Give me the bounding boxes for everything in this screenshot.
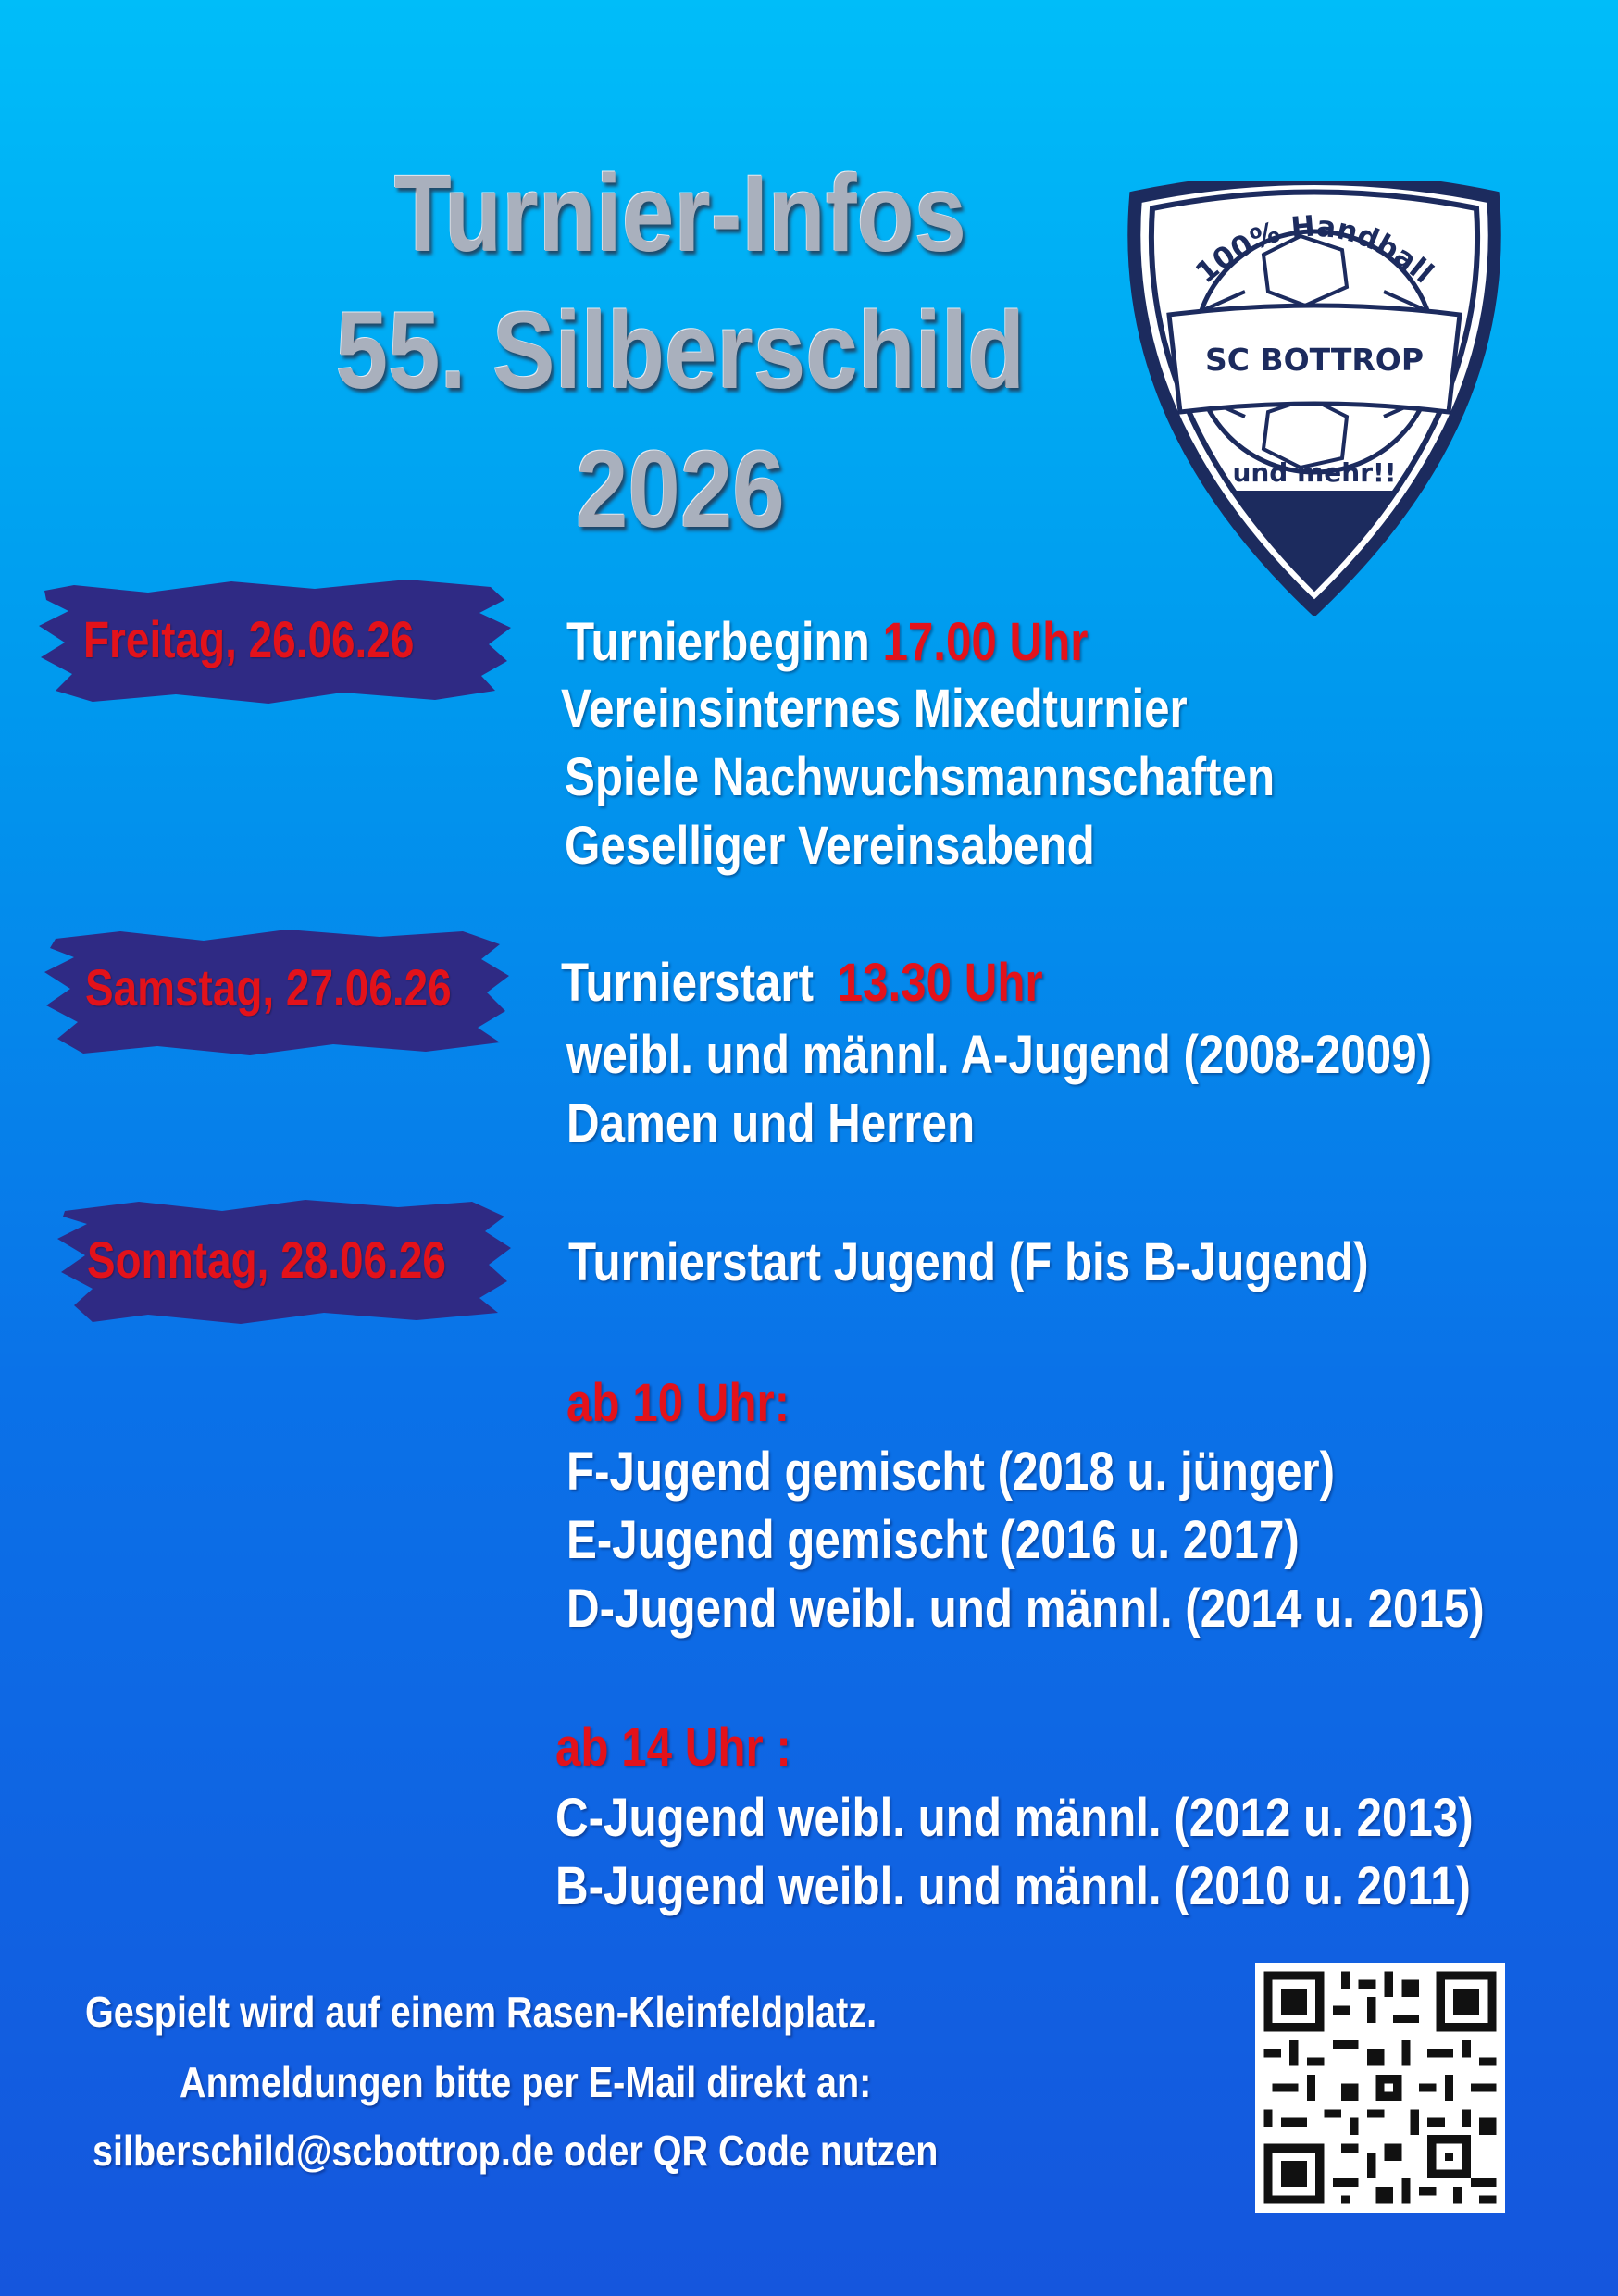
sc-bottrop-logo (1115, 181, 1513, 616)
sunday-block2-label: ab 14 Uhr : (555, 1717, 791, 1778)
saturday-line-2: Damen und Herren (566, 1093, 976, 1154)
sunday-block1-line-3: D-Jugend weibl. und männl. (2014 u. 2015) (566, 1578, 1485, 1639)
saturday-line-1: weibl. und männl. A-Jugend (2008-2009) (566, 1025, 1433, 1085)
friday-day-label: Freitag, 26.06.26 (83, 610, 415, 668)
saturday-start-label: Turnierstart (561, 953, 815, 1013)
sunday-block1-line-1: F-Jugend gemischt (2018 u. jünger) (566, 1441, 1336, 1502)
friday-line-3: Geselliger Vereinsabend (565, 816, 1095, 876)
saturday-start-time: 13.30 Uhr (837, 953, 1043, 1013)
sunday-day-label: Sonntag, 28.06.26 (87, 1230, 446, 1289)
friday-line-2: Spiele Nachwuchsmannschaften (565, 747, 1276, 807)
logo-top-text: 100% Handball (1189, 209, 1440, 291)
friday-band (37, 572, 518, 711)
sunday-band (37, 1191, 518, 1329)
saturday-start-line (561, 952, 1043, 1014)
footer-email-line[interactable]: silberschild@scbottrop.de oder QR Code nutzen (93, 2127, 939, 2175)
title-line-1: Turnier-Infos (393, 153, 967, 275)
friday-start-line (566, 611, 1088, 673)
footer-line-1: Gespielt wird auf einem Rasen-Kleinfeldplatz. (85, 1988, 877, 2036)
friday-start-label: Turnierbeginn (566, 612, 870, 672)
logo-bottom-text: und mehr!! (1232, 457, 1397, 488)
saturday-day-label: Samstag, 27.06.26 (85, 958, 452, 1017)
sunday-block2-line-1: C-Jugend weibl. und männl. (2012 u. 2013) (555, 1788, 1474, 1848)
sunday-block1-line-2: E-Jugend gemischt (2016 u. 2017) (566, 1510, 1300, 1570)
saturday-band (37, 922, 518, 1061)
qr-code[interactable] (1255, 1963, 1505, 2213)
title-line-3: 2026 (576, 429, 785, 551)
footer-line-2: Anmeldungen bitte per E-Mail direkt an: (180, 2058, 872, 2106)
title-line-2: 55. Silberschild (335, 290, 1026, 412)
logo-club-text: SC BOTTROP (1204, 342, 1425, 378)
sunday-start-line: Turnierstart Jugend (F bis B-Jugend) (568, 1232, 1369, 1292)
friday-line-1: Vereinsinternes Mixedturnier (561, 679, 1188, 739)
friday-start-time: 17.00 Uhr (882, 612, 1089, 672)
sunday-block2-line-2: B-Jugend weibl. und männl. (2010 u. 2011) (555, 1856, 1471, 1916)
sunday-block1-label: ab 10 Uhr: (566, 1373, 790, 1433)
